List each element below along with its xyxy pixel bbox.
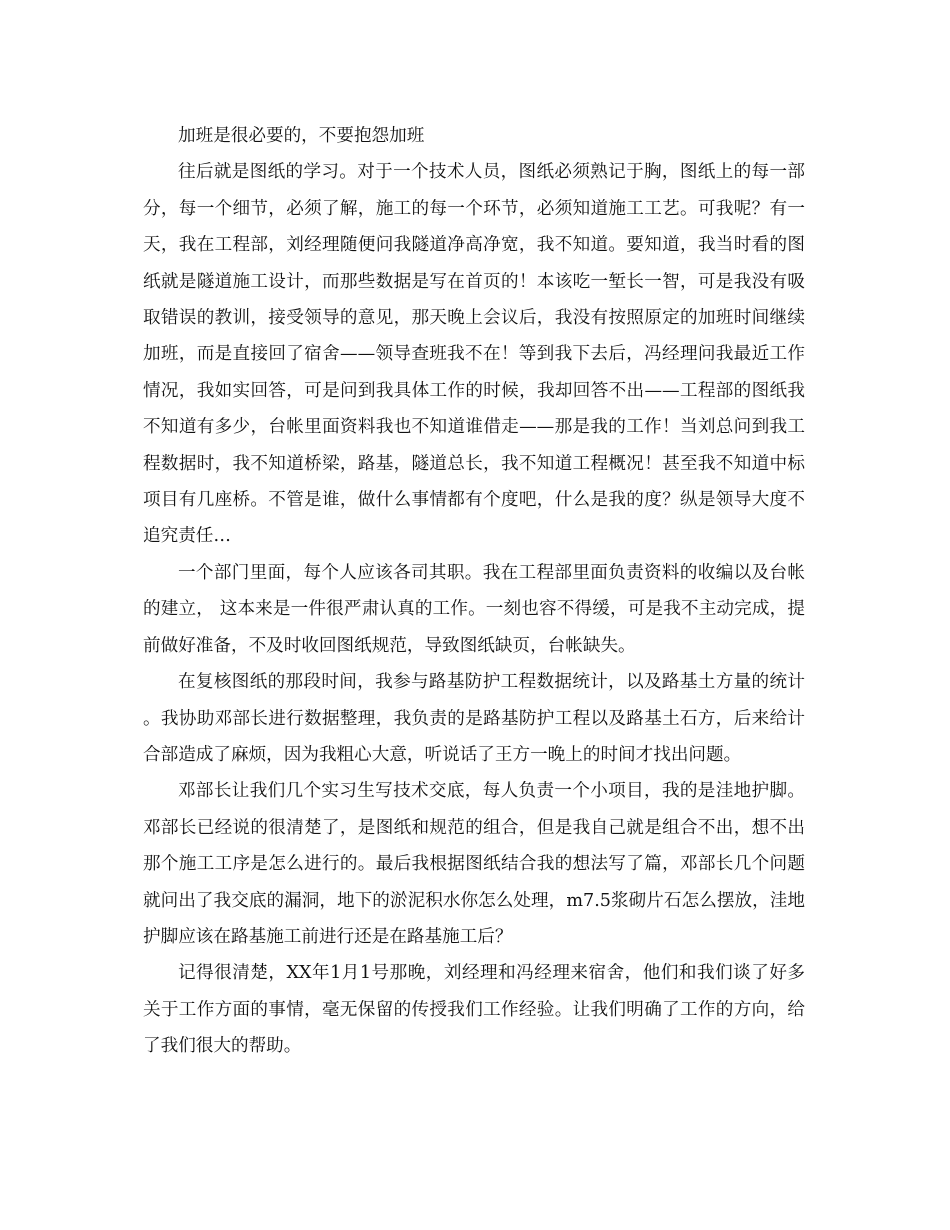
paragraph-5: 邓部长让我们几个实习生写技术交底，每人负责一个小项目，我的是洼地护脚。邓部长已经说的很清楚了，是图纸和规范的组合，但是我自己就是组合不出，想不出那个施工工序是怎么进行的。最后我根据图纸结合我的想法写了篇，邓部长几个问题就问出了我交底的漏洞，地下的淤泥积水你怎么处理，m7.5浆砌片石怎么摆放，洼地护脚应该在路基施工前进行还是在路基施工后？ — [143, 781, 805, 947]
paragraph-1: 加班是很必要的，不要抱怨加班 — [178, 126, 425, 146]
paragraph-6: 记得很清楚，XX年1月1号那晚，刘经理和冯经理来宿舍，他们和我们谈了好多关于工作方面的事情，毫无保留的传授我们工作经验。让我们明确了工作的方向，给了我们很大的帮助。 — [143, 963, 805, 1057]
paragraph-4: 在复核图纸的那段时间，我参与路基防护工程数据统计，以及路基土方量的统计。我协助邓部长进行数据整理，我负责的是路基防护工程以及路基土石方，后来给计合部造成了麻烦，因为我粗心大意，听说话了王方一晚上的时间才找出问题。 — [143, 672, 805, 765]
document-body — [143, 118, 805, 1065]
paragraph-3: 一个部门里面，每个人应该各司其职。我在工程部里面负责资料的收编以及台帐的建立， 这本来是一件很严肃认真的工作。一刻也容不得缓，可是我不主动完成，提前做好准备，不及时收回图纸规范，导致图纸缺页，台帐缺失。 — [143, 562, 805, 656]
paragraph-2: 往后就是图纸的学习。对于一个技术人员，图纸必须熟记于胸，图纸上的每一部分，每一个细节，必须了解，施工的每一个环节，必须知道施工工艺。可我呢？有一天，我在工程部，刘经理随便问我隧道净高净宽，我不知道。要知道，我当时看的图纸就是隧道施工设计，而那些数据是写在首页的！本该吃一堑长一智，可是我没有吸取错误的教训，接受领导的意见，那天晚上会议后，我没有按照原定的加班时间继续加班，而是直接回了宿舍——领导查班我不在！等到我下去后，冯经理问我最近工作情况，我如实回答，可是问到我具体工作的时候，我却回答不出——工程部的图纸我不知道有多少，台帐里面资料我也不知道谁借走——那是我的工作！当刘总问到我工程数据时，我不知道桥梁，路基，隧道总长，我不知道工程概况！甚至我不知道中标项目有几座桥。不管是谁，做什么事情都有个度吧，什么是我的度？纵是领导大度不追究责任… — [143, 162, 805, 547]
